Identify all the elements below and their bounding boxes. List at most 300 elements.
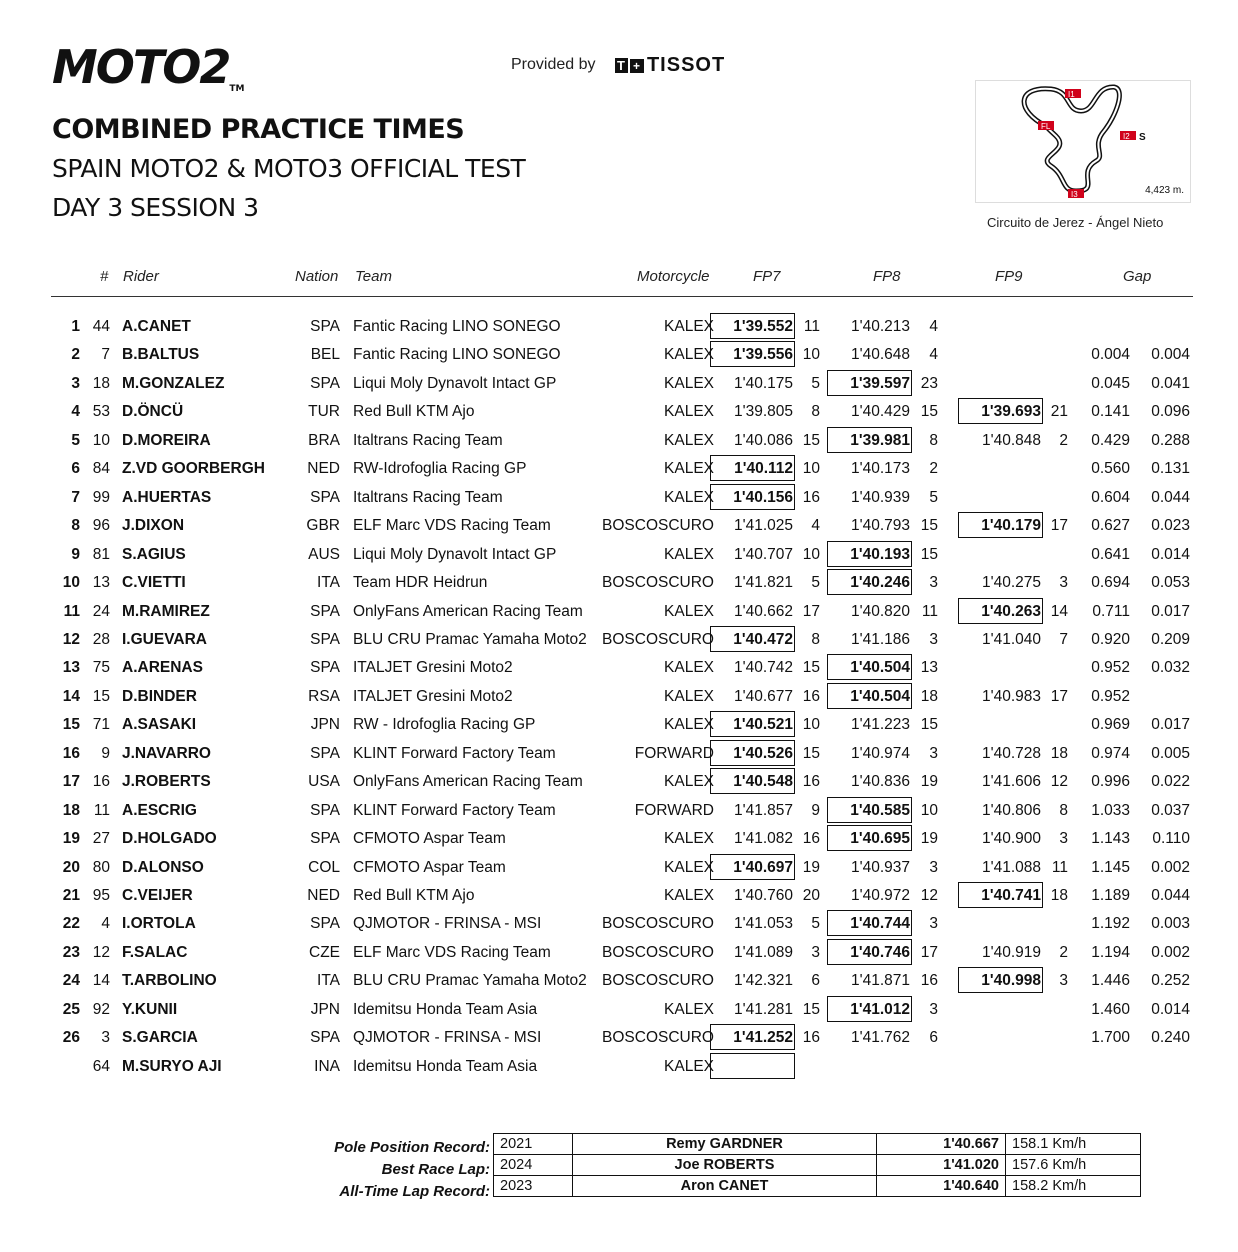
gap-previous: 0.096 — [1151, 403, 1190, 421]
rider-name: I.ORTOLA — [122, 915, 196, 933]
fp8-time: 1'41.012 — [850, 1000, 910, 1018]
rider-nation: SPA — [310, 744, 340, 762]
fp8-time: 1'40.213 — [851, 318, 910, 335]
gap-first: 1.145 — [1091, 858, 1130, 876]
fp7-laps: 10 — [802, 460, 820, 478]
rider-nation: AUS — [308, 545, 340, 563]
rider-number: 14 — [92, 972, 110, 990]
rider-number: 27 — [92, 830, 110, 848]
motorcycle: KALEX — [664, 1000, 714, 1018]
fp9-laps: 3 — [1059, 830, 1068, 848]
record-speed: 157.6 Km/h — [1006, 1155, 1141, 1176]
gap-first: 1.033 — [1091, 801, 1130, 819]
fp7-time: 1'41.089 — [734, 943, 793, 961]
fp8-laps: 3 — [929, 915, 938, 933]
team-name: Idemitsu Honda Team Asia — [353, 1000, 538, 1018]
record-time: 1'41.020 — [877, 1155, 1006, 1176]
event-subtitle: SPAIN MOTO2 & MOTO3 OFFICIAL TEST — [52, 154, 526, 183]
svg-text:S: S — [1139, 132, 1146, 143]
team-name: Liqui Moly Dynavolt Intact GP — [353, 374, 557, 392]
fp8-laps: 18 — [920, 687, 938, 705]
col-header-fp8: FP8 — [873, 268, 901, 285]
svg-text:I3: I3 — [1071, 190, 1078, 199]
gap-first: 0.694 — [1091, 574, 1130, 592]
fp8-laps: 15 — [920, 403, 938, 421]
motorcycle: KALEX — [664, 460, 714, 478]
row-position: 7 — [71, 488, 80, 506]
gap-previous: 0.044 — [1151, 887, 1190, 904]
fp8-time: 1'40.793 — [851, 517, 910, 535]
table-row — [0, 683, 1238, 711]
fp7-laps: 9 — [811, 801, 820, 819]
fp8-laps: 23 — [920, 374, 938, 392]
fp7-laps: 17 — [802, 602, 820, 620]
rider-number: 44 — [92, 318, 110, 335]
team-name: KLINT Forward Factory Team — [353, 744, 556, 762]
gap-first: 0.141 — [1091, 403, 1130, 421]
rider-nation: CZE — [309, 943, 340, 961]
table-row — [0, 569, 1238, 597]
row-position: 14 — [62, 687, 80, 705]
rider-nation: USA — [308, 773, 340, 791]
fp9-time: 1'40.741 — [981, 887, 1041, 904]
record-rider: Joe ROBERTS — [573, 1155, 877, 1176]
fp9-time: 1'40.848 — [982, 431, 1041, 449]
row-position: 17 — [62, 773, 80, 791]
team-name: Red Bull KTM Ajo — [353, 887, 475, 904]
table-row — [0, 541, 1238, 569]
rider-nation: JPN — [310, 716, 340, 734]
motorcycle: KALEX — [664, 431, 714, 449]
table-row — [0, 1053, 1238, 1081]
gap-first: 1.189 — [1091, 887, 1130, 904]
fp9-laps: 14 — [1050, 602, 1068, 620]
rider-number: 75 — [92, 659, 110, 677]
rider-nation: SPA — [310, 915, 340, 933]
row-position: 21 — [62, 887, 80, 904]
fp9-time: 1'41.040 — [982, 630, 1041, 648]
motorcycle: KALEX — [664, 318, 714, 335]
fp8-time: 1'40.429 — [851, 403, 910, 421]
table-row — [0, 313, 1238, 341]
fp7-laps: 16 — [802, 1029, 820, 1047]
row-position: 19 — [62, 830, 80, 848]
record-row — [494, 1176, 1141, 1197]
fp7-laps: 16 — [802, 830, 820, 848]
rider-number: 80 — [92, 858, 110, 876]
fp8-laps: 2 — [929, 460, 938, 478]
motorcycle: BOSCOSCURO — [602, 915, 714, 933]
team-name: Fantic Racing LINO SONEGO — [353, 318, 561, 335]
record-speed: 158.1 Km/h — [1006, 1134, 1141, 1155]
rider-name: M.RAMIREZ — [122, 602, 210, 620]
rider-number: 15 — [92, 687, 110, 705]
fp8-laps: 3 — [929, 858, 938, 876]
motorcycle: BOSCOSCURO — [602, 1029, 714, 1047]
fp7-laps: 19 — [802, 858, 820, 876]
rider-nation: SPA — [310, 630, 340, 648]
row-position: 20 — [62, 858, 80, 876]
record-row — [494, 1134, 1141, 1155]
fp8-time: 1'40.820 — [851, 602, 910, 620]
fp7-time: 1'40.677 — [734, 687, 793, 705]
col-header-motorcycle: Motorcycle — [637, 268, 710, 285]
fp7-time: 1'39.556 — [733, 346, 793, 364]
rider-nation: NED — [307, 887, 340, 904]
fp9-laps: 21 — [1050, 403, 1068, 421]
rider-number: 24 — [92, 602, 110, 620]
row-position: 2 — [71, 346, 80, 364]
team-name: Fantic Racing LINO SONEGO — [353, 346, 561, 364]
rider-name: B.BALTUS — [122, 346, 200, 364]
fp8-time: 1'40.974 — [851, 744, 910, 762]
fp7-time: 1'40.175 — [734, 374, 793, 392]
fp8-time: 1'40.836 — [851, 773, 910, 791]
col-header-team: Team — [355, 268, 392, 285]
table-row — [0, 455, 1238, 483]
best-time-box — [710, 1053, 795, 1079]
table-row — [0, 398, 1238, 426]
record-label: All-Time Lap Record: — [339, 1183, 490, 1200]
rider-name: M.GONZALEZ — [122, 374, 225, 392]
gap-first: 1.460 — [1091, 1000, 1130, 1018]
fp8-laps: 3 — [929, 744, 938, 762]
row-position: 9 — [71, 545, 80, 563]
gap-previous: 0.005 — [1151, 744, 1190, 762]
fp9-laps: 11 — [1051, 858, 1068, 876]
fp7-time: 1'41.821 — [734, 574, 793, 592]
rider-name: T.ARBOLINO — [122, 972, 217, 990]
rider-nation: SPA — [310, 602, 340, 620]
fp8-time: 1'40.648 — [851, 346, 910, 364]
table-row — [0, 967, 1238, 995]
rider-nation: ITA — [317, 972, 340, 990]
record-year: 2024 — [494, 1155, 573, 1176]
track-map — [975, 80, 1191, 203]
fp8-laps: 17 — [920, 943, 938, 961]
gap-previous: 0.017 — [1151, 716, 1190, 734]
motorcycle: KALEX — [664, 403, 714, 421]
gap-previous: 0.014 — [1151, 1000, 1190, 1018]
fp7-time: 1'40.521 — [733, 716, 793, 734]
gap-previous: 0.003 — [1151, 915, 1190, 933]
fp7-time: 1'42.321 — [734, 972, 793, 990]
motorcycle: KALEX — [664, 346, 714, 364]
rider-number: 96 — [92, 517, 110, 535]
fp8-laps: 19 — [920, 773, 938, 791]
fp7-time: 1'40.707 — [734, 545, 793, 563]
team-name: QJMOTOR - FRINSA - MSI — [353, 915, 542, 933]
motorcycle: BOSCOSCURO — [602, 943, 714, 961]
fp7-time: 1'40.548 — [733, 773, 793, 791]
rider-name: I.GUEVARA — [122, 630, 207, 648]
team-name: CFMOTO Aspar Team — [353, 830, 506, 848]
provided-by-label: Provided by — [511, 56, 596, 73]
fp7-time: 1'40.112 — [734, 460, 793, 478]
fp7-laps: 6 — [811, 972, 820, 990]
gap-previous: 0.002 — [1151, 943, 1190, 961]
rider-name: J.DIXON — [122, 517, 185, 535]
table-row — [0, 882, 1238, 910]
rider-number: 99 — [92, 488, 110, 506]
motorcycle: KALEX — [664, 1057, 714, 1075]
record-year: 2023 — [494, 1176, 573, 1197]
fp8-laps: 8 — [929, 431, 938, 449]
fp7-time: 1'41.053 — [734, 915, 793, 933]
fp9-time: 1'40.919 — [982, 943, 1041, 961]
fp8-time: 1'40.744 — [850, 915, 910, 933]
row-position: 26 — [62, 1029, 80, 1047]
svg-text:FL: FL — [1041, 122, 1051, 131]
rider-number: 10 — [92, 431, 110, 449]
fp7-time: 1'39.805 — [734, 403, 793, 421]
motorcycle: BOSCOSCURO — [602, 630, 714, 648]
gap-first: 0.641 — [1091, 545, 1130, 563]
fp8-laps: 10 — [920, 801, 938, 819]
fp9-time: 1'40.275 — [982, 574, 1041, 592]
page-title: COMBINED PRACTICE TIMES — [52, 114, 465, 145]
rider-number: 18 — [92, 374, 110, 392]
rider-nation: BRA — [308, 431, 340, 449]
motorcycle: KALEX — [664, 545, 714, 563]
fp7-laps: 15 — [802, 744, 820, 762]
table-row — [0, 910, 1238, 938]
record-label: Best Race Lap: — [381, 1161, 490, 1178]
rider-name: A.ARENAS — [122, 659, 203, 677]
team-name: KLINT Forward Factory Team — [353, 801, 556, 819]
team-name: RW - Idrofoglia Racing GP — [353, 716, 536, 734]
table-row — [0, 711, 1238, 739]
fp9-laps: 7 — [1059, 630, 1068, 648]
gap-previous: 0.032 — [1151, 659, 1190, 677]
rider-nation: RSA — [308, 687, 340, 705]
fp7-time: 1'39.552 — [733, 318, 793, 335]
table-row — [0, 768, 1238, 796]
team-name: ELF Marc VDS Racing Team — [353, 943, 551, 961]
rider-name: S.AGIUS — [122, 545, 186, 563]
gap-previous: 0.252 — [1151, 972, 1190, 990]
motorcycle: FORWARD — [634, 801, 714, 819]
rider-name: C.VIETTI — [122, 574, 186, 592]
rider-nation: JPN — [310, 1000, 340, 1018]
fp8-laps: 3 — [929, 1000, 938, 1018]
fp9-laps: 3 — [1059, 972, 1068, 990]
fp9-laps: 2 — [1059, 943, 1068, 961]
rider-number: 16 — [92, 773, 110, 791]
svg-text:I2: I2 — [1123, 132, 1130, 141]
col-header-fp7: FP7 — [753, 268, 781, 285]
fp9-time: 1'40.728 — [982, 744, 1041, 762]
table-row — [0, 996, 1238, 1024]
record-year: 2021 — [494, 1134, 573, 1155]
motorcycle: KALEX — [664, 687, 714, 705]
team-name: ITALJET Gresini Moto2 — [353, 687, 513, 705]
fp7-laps: 16 — [802, 488, 820, 506]
gap-first: 0.952 — [1091, 687, 1130, 705]
team-name: Idemitsu Honda Team Asia — [353, 1057, 538, 1075]
table-row — [0, 825, 1238, 853]
gap-first: 0.996 — [1091, 773, 1130, 791]
fp7-time: 1'40.697 — [733, 858, 793, 876]
gap-previous: 0.004 — [1151, 346, 1190, 364]
circuit-name: Circuito de Jerez - Ángel Nieto — [987, 215, 1164, 230]
motorcycle: KALEX — [664, 887, 714, 904]
rider-name: F.SALAC — [122, 943, 188, 961]
rider-number: 95 — [92, 887, 110, 904]
gap-first: 0.974 — [1091, 744, 1130, 762]
rider-number: 7 — [101, 346, 110, 364]
fp9-time: 1'40.983 — [982, 687, 1041, 705]
fp7-time: 1'41.857 — [734, 801, 793, 819]
record-label: Pole Position Record: — [334, 1139, 490, 1156]
gap-previous: 0.131 — [1151, 460, 1190, 478]
motorcycle: KALEX — [664, 488, 714, 506]
fp9-laps: 12 — [1050, 773, 1068, 791]
table-row — [0, 740, 1238, 768]
rider-nation: ITA — [317, 574, 340, 592]
fp8-time: 1'40.972 — [851, 887, 910, 904]
fp7-laps: 11 — [803, 318, 820, 335]
gap-first: 0.045 — [1091, 374, 1130, 392]
rider-name: D.HOLGADO — [122, 830, 217, 848]
row-position: 10 — [62, 574, 80, 592]
rider-name: J.ROBERTS — [122, 773, 211, 791]
fp8-laps: 13 — [920, 659, 938, 677]
fp8-laps: 4 — [929, 346, 938, 364]
fp8-time: 1'40.504 — [850, 687, 910, 705]
gap-first: 1.143 — [1091, 830, 1130, 848]
fp7-time: 1'40.086 — [734, 431, 793, 449]
gap-first: 1.192 — [1091, 915, 1130, 933]
tissot-logo: T + TISSOT — [617, 54, 726, 76]
record-row — [494, 1155, 1141, 1176]
fp8-laps: 4 — [929, 318, 938, 335]
rider-name: C.VEIJER — [122, 887, 193, 904]
rider-nation: SPA — [310, 659, 340, 677]
row-position: 4 — [71, 403, 80, 421]
table-row — [0, 341, 1238, 369]
fp7-laps: 5 — [811, 574, 820, 592]
fp9-time: 1'41.606 — [982, 773, 1041, 791]
team-name: Italtrans Racing Team — [353, 488, 503, 506]
fp7-laps: 8 — [811, 403, 820, 421]
row-position: 16 — [62, 744, 80, 762]
row-position: 6 — [71, 460, 80, 478]
fp7-time: 1'41.281 — [734, 1000, 793, 1018]
col-header-nation: Nation — [295, 268, 339, 285]
fp8-time: 1'41.186 — [851, 630, 910, 648]
row-position: 11 — [63, 602, 80, 620]
fp8-time: 1'40.695 — [850, 830, 910, 848]
fp7-time: 1'40.760 — [734, 887, 793, 904]
fp8-laps: 12 — [920, 887, 938, 904]
fp8-laps: 11 — [921, 602, 938, 620]
fp8-time: 1'40.939 — [851, 488, 910, 506]
motorcycle: FORWARD — [634, 744, 714, 762]
record-rider: Aron CANET — [573, 1176, 877, 1197]
fp7-time: 1'40.472 — [733, 630, 793, 648]
rider-name: A.ESCRIG — [122, 801, 197, 819]
rider-number: 4 — [101, 915, 110, 933]
fp7-laps: 3 — [811, 943, 820, 961]
team-name: OnlyFans American Racing Team — [353, 773, 583, 791]
fp9-laps: 17 — [1050, 687, 1068, 705]
fp7-time: 1'40.526 — [733, 744, 793, 762]
fp8-time: 1'39.597 — [850, 374, 910, 392]
gap-first: 0.920 — [1091, 630, 1130, 648]
rider-number: 81 — [92, 545, 110, 563]
motorcycle: BOSCOSCURO — [602, 574, 714, 592]
row-position: 25 — [62, 1000, 80, 1018]
team-name: ITALJET Gresini Moto2 — [353, 659, 513, 677]
fp8-time: 1'40.937 — [851, 858, 910, 876]
fp7-time: 1'40.662 — [734, 602, 793, 620]
row-position: 15 — [62, 716, 80, 734]
gap-first: 0.627 — [1091, 517, 1130, 535]
fp9-time: 1'39.693 — [981, 403, 1041, 421]
fp9-time: 1'40.263 — [981, 602, 1041, 620]
rider-nation: SPA — [310, 801, 340, 819]
rider-nation: INA — [314, 1057, 340, 1075]
rider-name: A.HUERTAS — [122, 488, 212, 506]
fp7-laps: 4 — [811, 517, 820, 535]
motorcycle: KALEX — [664, 830, 714, 848]
col-header-num: # — [100, 268, 109, 285]
rider-name: Z.VD GOORBERGH — [122, 460, 265, 478]
gap-first: 1.700 — [1091, 1029, 1130, 1047]
gap-previous: 0.110 — [1152, 830, 1190, 848]
fp8-laps: 15 — [920, 716, 938, 734]
fp7-laps: 16 — [802, 773, 820, 791]
table-row — [0, 370, 1238, 398]
rider-number: 71 — [92, 716, 110, 734]
team-name: Red Bull KTM Ajo — [353, 403, 475, 421]
motorcycle: KALEX — [664, 773, 714, 791]
fp8-time: 1'40.504 — [850, 659, 910, 677]
header-divider — [51, 296, 1193, 297]
fp7-laps: 5 — [811, 915, 820, 933]
table-row — [0, 598, 1238, 626]
motorcycle: BOSCOSCURO — [602, 517, 714, 535]
table-row — [0, 1024, 1238, 1052]
table-row — [0, 512, 1238, 540]
rider-name: Y.KUNII — [122, 1000, 178, 1018]
fp8-laps: 16 — [920, 972, 938, 990]
rider-number: 64 — [92, 1057, 110, 1075]
fp9-time: 1'40.900 — [982, 830, 1041, 848]
motorcycle: KALEX — [664, 374, 714, 392]
gap-first: 1.446 — [1091, 972, 1130, 990]
rider-number: 53 — [92, 403, 110, 421]
team-name: RW-Idrofoglia Racing GP — [353, 460, 527, 478]
record-time: 1'40.640 — [877, 1176, 1006, 1197]
table-row — [0, 797, 1238, 825]
fp9-laps: 3 — [1059, 574, 1068, 592]
rider-nation: SPA — [310, 830, 340, 848]
fp8-time: 1'40.746 — [850, 943, 910, 961]
motorcycle: BOSCOSCURO — [602, 972, 714, 990]
row-position: 22 — [62, 915, 80, 933]
gap-previous: 0.209 — [1151, 630, 1190, 648]
table-row — [0, 626, 1238, 654]
row-position: 5 — [71, 431, 80, 449]
row-position: 18 — [62, 801, 80, 819]
rider-nation: SPA — [310, 488, 340, 506]
row-position: 8 — [71, 517, 80, 535]
session-title: DAY 3 SESSION 3 — [52, 193, 259, 222]
gap-previous: 0.002 — [1151, 858, 1190, 876]
team-name: ELF Marc VDS Racing Team — [353, 517, 551, 535]
